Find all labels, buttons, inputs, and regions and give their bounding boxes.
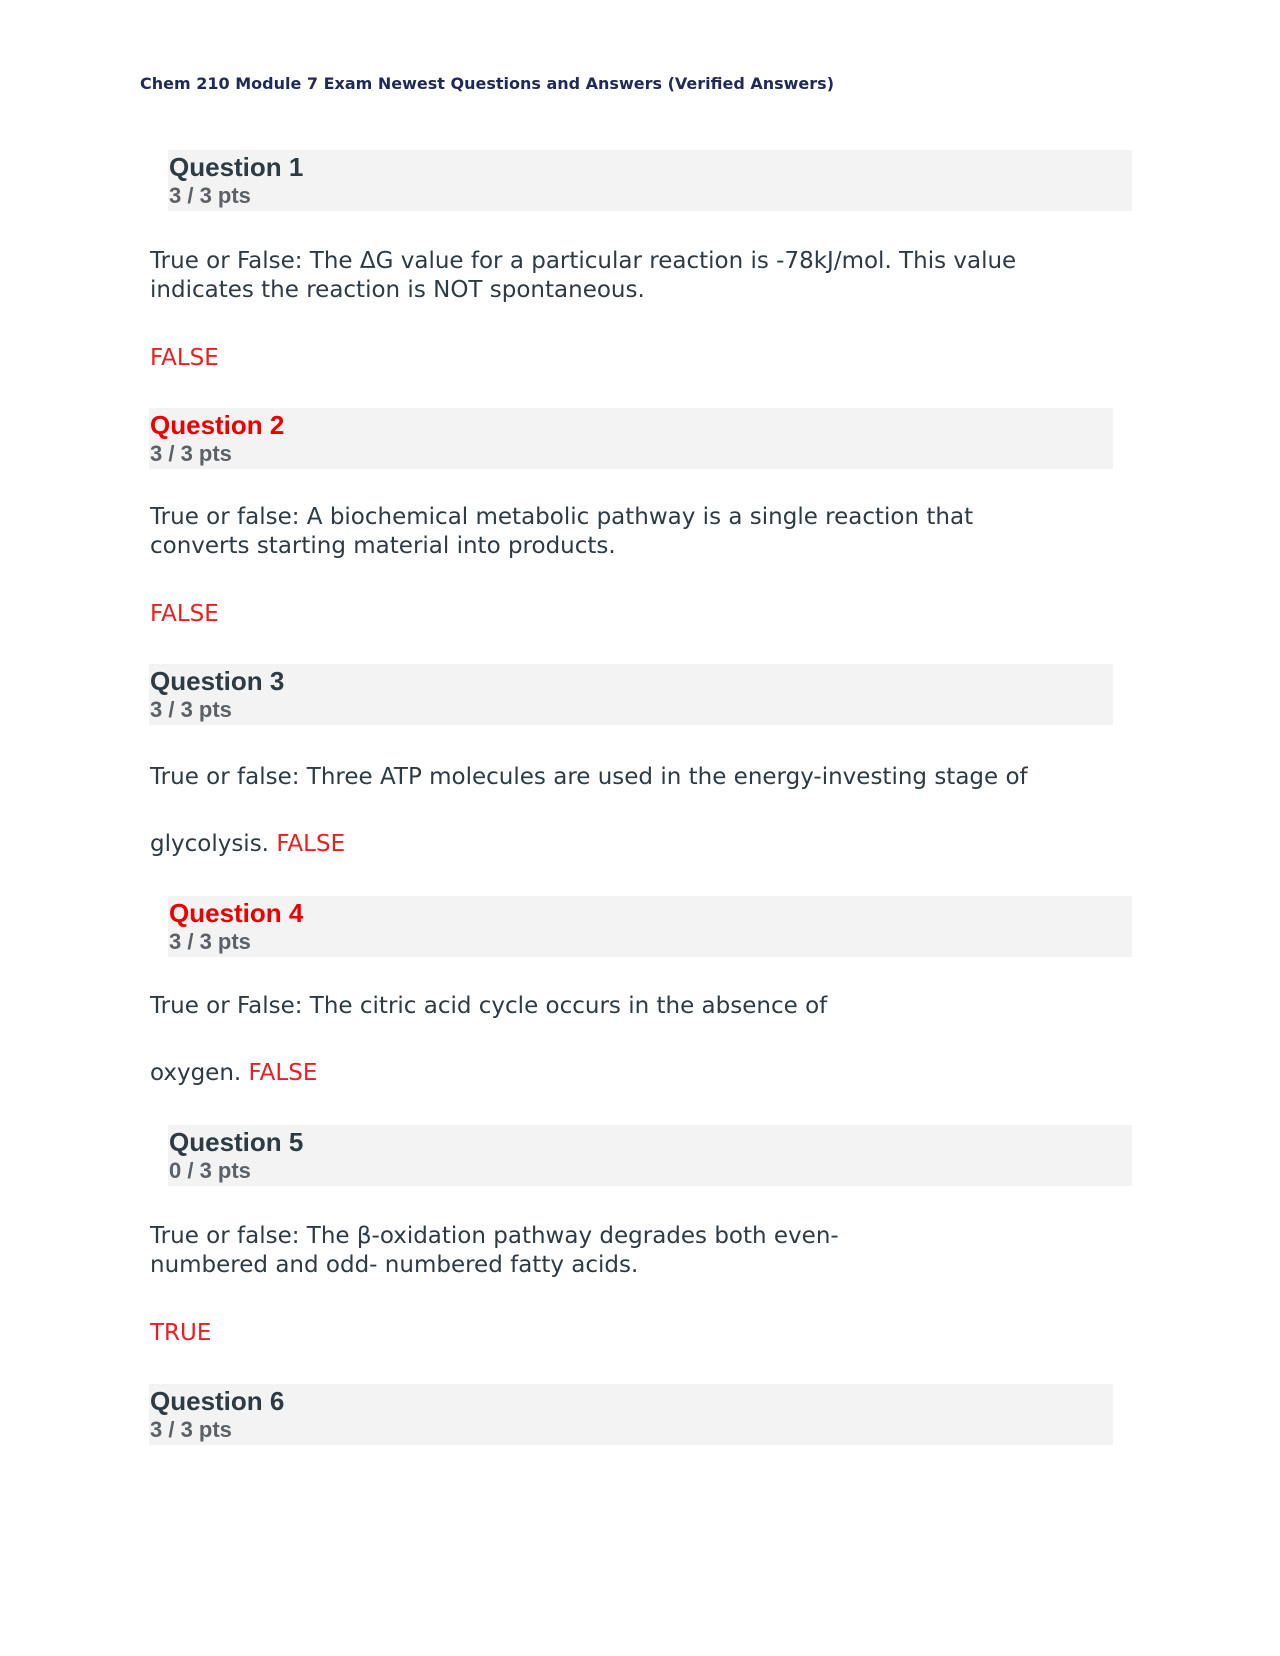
question-header-4: [168, 896, 1132, 957]
question-text: [150, 1222, 839, 1280]
question-text: [150, 503, 973, 561]
question-header-2: [149, 408, 1113, 469]
question-title: Question 5: [169, 1127, 304, 1157]
question-text: [150, 1059, 317, 1088]
question-title: Question 3: [150, 666, 285, 696]
question-points: 3 / 3 pts: [169, 183, 251, 208]
question-points: 3 / 3 pts: [169, 929, 251, 954]
question-header-1: [168, 150, 1132, 211]
question-points: 3 / 3 pts: [150, 441, 232, 466]
document-title: Chem 210 Module 7 Exam Newest Questions and Answers (Verified Answers): [140, 74, 835, 93]
question-text: [150, 247, 1016, 305]
answer: FALSE: [150, 601, 219, 627]
question-header-5: [168, 1125, 1132, 1186]
answer: FALSE: [248, 1060, 318, 1086]
question-points: 0 / 3 pts: [169, 1158, 251, 1183]
answer: FALSE: [150, 345, 219, 371]
question-points: 3 / 3 pts: [150, 1417, 232, 1442]
answer: TRUE: [150, 1320, 212, 1346]
question-header-3: [149, 664, 1113, 725]
question-header-6: [149, 1384, 1113, 1445]
question-text-line: True or false: Three ATP molecules are used in the energy-investing stage of: [150, 764, 1028, 790]
question-title: Question 1: [169, 152, 304, 182]
question-text-line: indicates the reaction is NOT spontaneous.: [150, 277, 645, 303]
question-text-line: True or False: The citric acid cycle occurs in the absence of: [150, 993, 828, 1019]
question-title: Question 6: [150, 1386, 285, 1416]
question-text-line: converts starting material into products.: [150, 533, 616, 559]
question-text-line: oxygen.: [150, 1060, 242, 1086]
answer: FALSE: [276, 831, 346, 857]
question-points: 3 / 3 pts: [150, 697, 232, 722]
question-title: Question 2: [150, 410, 285, 440]
question-text-line: True or False: The ΔG value for a particular reaction is -78kJ/mol. This value: [150, 248, 1017, 274]
question-text-line: glycolysis.: [150, 831, 269, 857]
question-title: Question 4: [169, 898, 304, 928]
question-text-line: True or false: A biochemical metabolic pathway is a single reaction that: [150, 504, 974, 530]
question-text-line: True or false: The β-oxidation pathway degrades both even-: [150, 1223, 839, 1249]
question-text-line: numbered and odd- numbered fatty acids.: [150, 1252, 639, 1278]
question-text: [150, 830, 345, 859]
